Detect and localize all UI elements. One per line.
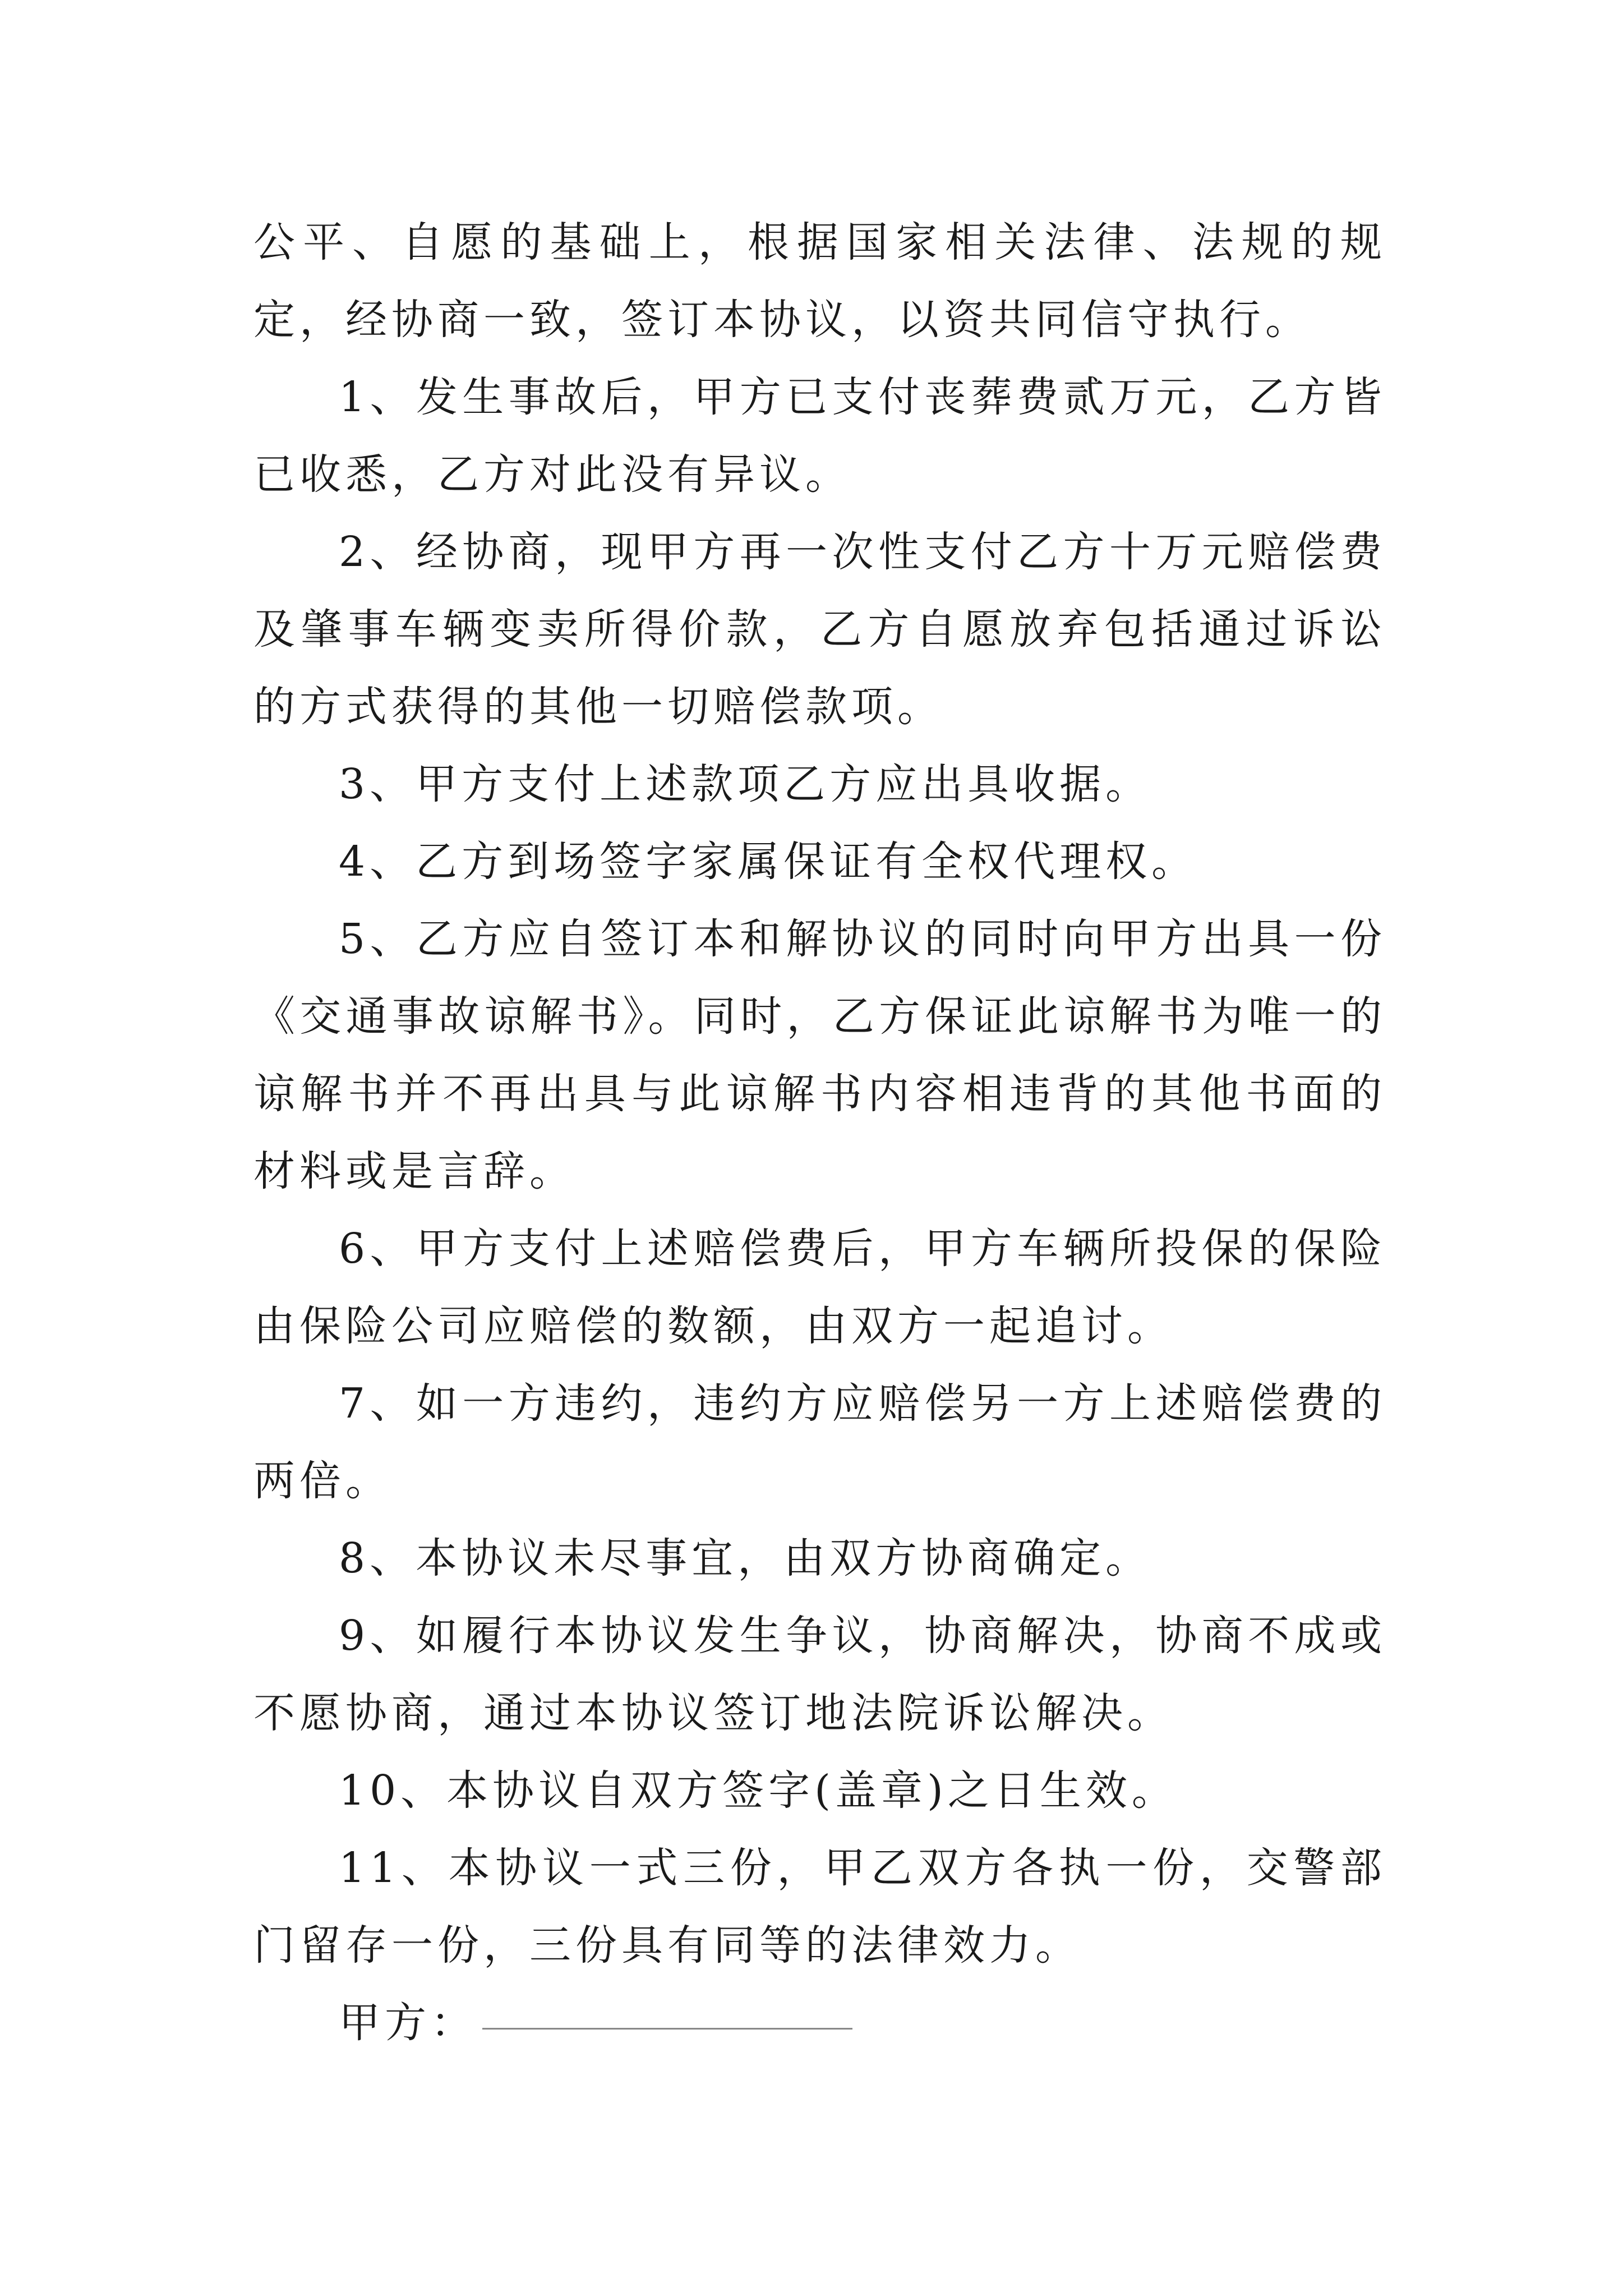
clause-8: 8、本协议未尽事宜，由双方协商确定。 — [339, 1534, 1152, 1582]
party-a-label: 甲方： — [339, 1999, 477, 2047]
signature-blank — [482, 2022, 852, 2030]
clause-6: 6、甲方支付上述赔偿费后，甲方车辆所投保的保险由保险公司应赔偿的数额，由双方一起追讨。 — [253, 1225, 1386, 1350]
clause-1: 1、发生事故后，甲方已支付丧葬费贰万元，乙方皆已收悉，乙方对此没有异议。 — [253, 373, 1386, 499]
clause-9: 9、如履行本协议发生争议，协商解决，协商不成或不愿协商，通过本协议签订地法院诉讼解决。 — [253, 1612, 1386, 1737]
clause-4: 4、乙方到场签字家属保证有全权代理权。 — [339, 838, 1198, 886]
party-a-signature-line — [253, 1984, 1386, 2062]
clause-10: 10、本协议自双方签字(盖章)之日生效。 — [339, 1766, 1178, 1815]
clause-5: 5、乙方应自签订本和解协议的同时向甲方出具一份《交通事故谅解书》。同时，乙方保证此谅解书为唯一的谅解书并不再出具与此谅解书内容相违背的其他书面的材料或是言辞。 — [253, 915, 1386, 1195]
agreement-body — [253, 204, 1386, 2062]
clause-11: 11、本协议一式三份，甲乙双方各执一份，交警部门留存一份，三份具有同等的法律效力。 — [253, 1844, 1386, 1970]
clause-2: 2、经协商，现甲方再一次性支付乙方十万元赔偿费及肇事车辆变卖所得价款，乙方自愿放弃包括通过诉讼的方式获得的其他一切赔偿款项。 — [253, 528, 1386, 731]
clause-7: 7、如一方违约，违约方应赔偿另一方上述赔偿费的两倍。 — [253, 1379, 1386, 1505]
intro-paragraph: 公平、自愿的基础上，根据国家相关法律、法规的规定，经协商一致，签订本协议，以资共同信守执行。 — [253, 218, 1386, 344]
clause-3: 3、甲方支付上述款项乙方应出具收据。 — [339, 760, 1152, 808]
